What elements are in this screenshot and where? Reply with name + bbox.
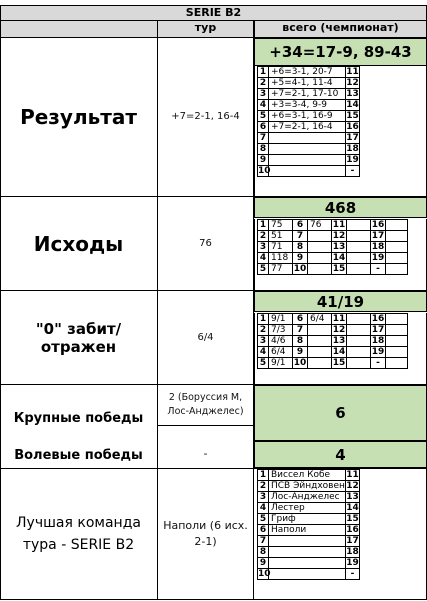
row-number-cell: 4 [258,503,269,514]
value-cell [269,558,346,569]
row-number-cell: 8 [258,144,269,155]
zero-tour-value: 6/4 [157,291,254,384]
value-cell: 6/4 [269,347,293,358]
value-cell [269,536,346,547]
row-number-cell: 3 [258,242,269,253]
row-number-cell: 4 [258,100,269,111]
table-row [258,536,360,547]
table-row [258,231,408,242]
row-number-cell: 19 [371,253,385,263]
outcomes-tour-value: 76 [157,197,254,290]
row-number-cell: 15 [346,111,359,121]
row-number-cell: 15 [332,264,346,274]
value-cell [347,253,371,264]
row-number-cell: 3 [258,89,269,100]
value-cell [308,242,332,253]
value-cell: 77 [269,264,293,275]
outcomes-table [257,219,408,275]
value-cell: ПСВ Эйндховен [269,481,346,492]
row-number-cell: 14 [346,100,359,110]
value-cell: +7=2-1, 16-4 [269,122,346,133]
column-header-tour: тур [157,21,254,38]
value-cell [386,314,408,325]
row-number-cell: 2 [258,231,269,242]
table-row [258,514,360,525]
table-row [258,253,408,264]
row-number-cell: 11 [346,67,359,77]
column-header-total: всего (чемпионат) [254,21,427,38]
big-wins-total-value: 6 [254,385,427,441]
row-separator [0,599,427,600]
value-cell: 118 [269,253,293,264]
value-cell: 7/3 [269,325,293,336]
row-number-cell: - [346,569,360,580]
row-number-cell: 11 [346,470,359,480]
result-label: Результат [20,105,137,129]
table-row [258,358,408,369]
table-row [258,155,360,166]
row-number-cell: 1 [258,314,269,325]
value-cell [386,220,408,231]
table-row [258,470,360,481]
value-cell: Лестер [269,503,346,514]
value-cell [386,231,408,242]
row-number-cell: 12 [332,231,346,241]
row-number-cell: 7 [293,231,308,242]
row-number-cell: 1 [258,470,269,481]
value-cell: 9/1 [269,358,293,369]
row-number-cell: 17 [371,231,385,241]
table-row [258,242,408,253]
zero-table [257,313,408,369]
row-number-cell: 16 [371,220,385,230]
row-number-cell: 5 [258,514,269,525]
row-number-cell: 7 [258,133,269,144]
row-number-cell: 10 [293,358,307,368]
table-row [258,220,408,231]
zero-label: "0" забит/отражен [35,319,122,356]
value-cell: Лос-Анджелес [269,492,346,503]
table-row [258,133,360,144]
row-number-cell: 6 [293,220,308,231]
row-number-cell: 5 [258,111,269,122]
row-number-cell: 17 [346,536,359,546]
row-number-cell: 9 [258,155,269,166]
value-cell [308,336,332,347]
result-left-border [254,66,257,196]
value-cell: 6/4 [308,314,332,325]
row-number-cell: 8 [293,242,308,253]
row-number-cell: 10 [293,264,307,274]
value-cell [347,347,371,358]
big-wins-tour-value: 2 (Боруссия М, Лос-Анджелес) [157,385,254,425]
row-number-cell: 13 [346,492,359,502]
best-team-table [257,469,360,580]
row-number-cell: 18 [371,242,385,252]
row-number-cell: 2 [258,481,269,492]
result-tour-value: +7=2-1, 16-4 [157,38,254,196]
table-row [258,481,360,492]
value-cell [308,253,332,264]
comeback-wins-tour-value: - [157,426,254,468]
value-cell [347,242,371,253]
value-cell [269,155,346,166]
row-number-cell: - [346,166,360,177]
value-cell [386,242,408,253]
row-number-cell: 3 [258,492,269,503]
row-number-cell: 17 [346,133,359,143]
table-row [258,492,360,503]
table-row [258,314,408,325]
row-number-cell: 18 [346,547,359,557]
value-cell [308,325,332,336]
value-cell [269,166,346,177]
table-row [258,264,408,275]
row-number-cell: 9 [258,558,269,569]
table-row [258,111,360,122]
table-row [258,100,360,111]
table-row [258,503,360,514]
row-number-cell: 10 [258,569,271,579]
value-cell: +3=3-4, 9-9 [269,100,346,111]
row-number-cell: 13 [346,89,359,99]
value-cell: +6=3-1, 16-9 [269,111,346,122]
value-cell [347,358,371,369]
value-cell [308,231,332,242]
row-number-cell: 19 [371,347,385,357]
big-wins-label: Крупные победы [13,410,144,426]
value-cell [386,358,408,369]
value-cell: +5=4-1, 11-4 [269,78,346,89]
row-number-cell: 13 [332,242,346,252]
row-number-cell: 9 [293,253,308,264]
value-cell [269,133,346,144]
value-cell: 51 [269,231,293,242]
row-number-cell: 15 [332,358,346,368]
table-row [258,547,360,558]
sheet-title: SERIE B2 [0,5,427,21]
row-number-cell: 15 [346,514,359,524]
row-number-cell: 14 [332,347,346,357]
row-number-cell: 7 [293,325,308,336]
table-row [258,558,360,569]
value-cell: 76 [308,220,332,231]
comeback-wins-label: Волевые победы [14,447,143,463]
row-number-cell: 16 [371,314,385,324]
table-row [258,78,360,89]
value-cell [386,347,408,358]
row-number-cell: 18 [371,336,385,346]
row-number-cell: 14 [346,503,359,513]
value-cell [347,220,371,231]
row-number-cell: 12 [346,78,359,88]
table-row [258,336,408,347]
value-cell: 71 [269,242,293,253]
best-team-label: Лучшая команда тура - SERIE B2 [16,515,141,553]
row-number-cell: 6 [258,122,269,133]
value-cell: +7=2-1, 17-10 [269,89,346,100]
outcomes-label: Исходы [33,231,124,256]
row-number-cell: 19 [346,155,359,165]
row-number-cell: 11 [332,314,346,324]
row-number-cell: 12 [346,481,359,491]
row-number-cell: 8 [258,547,269,558]
row-number-cell: - [371,358,386,369]
outcomes-left-border [254,219,255,290]
row-number-cell: 5 [258,358,269,369]
value-cell [308,358,332,369]
row-number-cell: 4 [258,347,269,358]
left-border [0,21,1,600]
row-number-cell: - [371,264,386,275]
best-team-tour-value: Наполи (6 исх. 2-1) [157,469,254,599]
row-number-cell: 14 [332,253,346,263]
zero-total-value: 41/19 [254,291,427,312]
value-cell: Гриф [269,514,346,525]
result-total-value: +34=17-9, 89-43 [254,38,427,66]
comeback-wins-total-value: 4 [254,441,427,468]
table-row [258,122,360,133]
table-row [258,89,360,100]
value-cell: 4/6 [269,336,293,347]
result-table [257,66,360,177]
value-cell [269,547,346,558]
row-number-cell: 4 [258,253,269,264]
row-number-cell: 19 [346,558,359,568]
row-number-cell: 18 [346,144,359,154]
row-number-cell: 5 [258,264,269,275]
row-number-cell: 2 [258,325,269,336]
outcomes-total-value: 468 [254,197,427,218]
value-cell [386,336,408,347]
value-cell [269,144,346,155]
row-number-cell: 13 [332,336,346,346]
value-cell [347,336,371,347]
row-number-cell: 2 [258,78,269,89]
zero-left-border [254,313,255,384]
row-number-cell: 9 [293,347,308,358]
row-number-cell: 1 [258,67,269,78]
row-number-cell: 8 [293,336,308,347]
value-cell [347,231,371,242]
corner-cell [0,21,157,38]
value-cell [386,264,408,275]
value-cell [347,264,371,275]
value-cell [269,569,346,580]
table-row [258,569,360,580]
table-row [258,347,408,358]
value-cell: 9/1 [269,314,293,325]
value-cell: +6=3-1, 20-7 [269,67,346,78]
row-number-cell: 3 [258,336,269,347]
row-number-cell: 17 [371,325,385,335]
table-row [258,525,360,536]
row-number-cell: 6 [293,314,308,325]
table-row [258,166,360,177]
row-number-cell: 7 [258,536,269,547]
value-cell: Наполи [269,525,346,536]
value-cell [308,347,332,358]
row-number-cell: 1 [258,220,269,231]
value-cell: 75 [269,220,293,231]
value-cell [347,314,371,325]
value-cell [308,264,332,275]
row-number-cell: 16 [346,122,359,132]
row-number-cell: 12 [332,325,346,335]
table-row [258,325,408,336]
row-number-cell: 6 [258,525,269,536]
value-cell [347,325,371,336]
value-cell [386,253,408,264]
row-number-cell: 10 [258,166,271,176]
row-number-cell: 11 [332,220,346,230]
table-row [258,67,360,78]
value-cell: Виссел Кобе [269,470,346,481]
value-cell [386,325,408,336]
row-number-cell: 16 [346,525,359,535]
table-row [258,144,360,155]
